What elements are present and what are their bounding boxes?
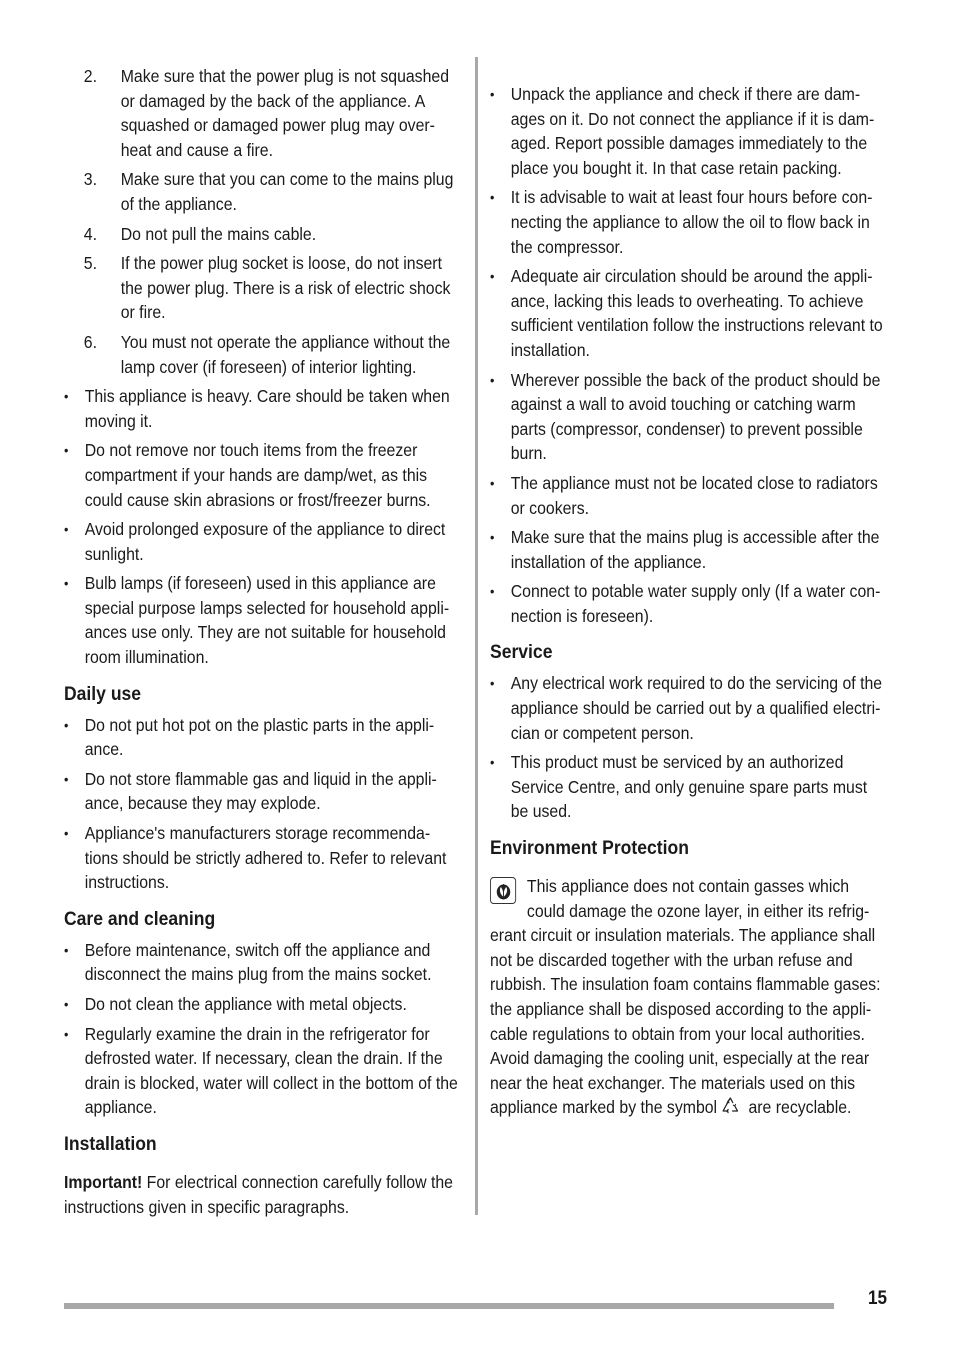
list-item: • Do not remove nor touch items from the freezer compartment if your hands are damp/wet, as this could cause skin abrasions or frost/freezer burns. xyxy=(64,438,462,512)
list-item: • The appliance must not be located close to radiators or cookers. xyxy=(490,471,888,520)
service-heading: Service xyxy=(490,641,553,664)
list-item: • Regularly examine the drain in the refrigerator for defrosted water. If necessary, clean the drain. If the drain is blocked, water will collect in the bottom of the appliance. xyxy=(64,1022,462,1120)
care-cleaning-list xyxy=(64,938,462,1120)
list-item: • Make sure that the mains plug is accessible after the installation of the appliance. xyxy=(490,525,888,574)
list-item: • Appliance's manufacturers storage recommenda-tions should be strictly adhered to. Refer to relevant instructions. xyxy=(64,821,462,895)
right-column xyxy=(490,82,888,1124)
list-item: • This product must be serviced by an authorized Service Centre, and only genuine spare parts must be used. xyxy=(490,750,888,824)
list-item xyxy=(64,251,462,325)
item-text: Make sure that the power plug is not squashed or damaged by the back of the appliance. A squashed or damaged power plug may over-heat and cause a fire. xyxy=(120,66,450,160)
important-text: For electrical connection carefully follow the instructions given in specific paragraphs. xyxy=(64,1171,453,1217)
environment-text xyxy=(490,874,888,1124)
item-text: Make sure that you can come to the mains plug of the appliance. xyxy=(120,169,454,214)
bullet-list xyxy=(64,384,462,670)
list-item xyxy=(64,330,462,379)
list-item: • Do not clean the appliance with metal objects. xyxy=(64,992,462,1017)
recycle-icon xyxy=(721,1095,741,1124)
installation-heading: Installation xyxy=(64,1132,157,1155)
environment-body: This appliance does not contain gasses which could damage the ozone layer, in either its refrig-erant circuit or insulation materials. The appliance shall not be discarded together with the urban refuse and rubbish. The insulation foam contains flammable gases: the appliance shall be disposed according to the appli-cable regulations to obtain from your local authorities. Avoid damaging the cooling unit, especially at the rear near the heat exchanger. The materials used on this appliance marked by the symbol xyxy=(490,876,881,1118)
numbered-list xyxy=(64,64,462,379)
item-number: 4. xyxy=(83,223,98,244)
list-item: • Avoid prolonged exposure of the appliance to direct sunlight. xyxy=(64,517,462,566)
list-item: • Unpack the appliance and check if there are dam-ages on it. Do not connect the appliance if it is dam-aged. Report possible damages immediately to the place you bought it. In that case retain packing. xyxy=(490,82,888,180)
item-number: 2. xyxy=(83,66,98,86)
list-item: • It is advisable to wait at least four hours before con-necting the appliance to allow the oil to flow back in the compressor. xyxy=(490,185,888,259)
daily-use-heading: Daily use xyxy=(64,682,142,705)
list-item: • Bulb lamps (if foreseen) used in this appliance are special purpose lamps selected for household appli-ances use only. They are not suitable for household room illumination. xyxy=(64,571,462,669)
item-text: If the power plug socket is loose, do not insert the power plug. There is a risk of electric shock or fire. xyxy=(120,253,451,323)
list-item: • This appliance is heavy. Care should be taken when moving it. xyxy=(64,384,462,433)
environment-icon xyxy=(490,877,516,904)
service-list xyxy=(490,671,888,824)
list-item: • Wherever possible the back of the product should be against a wall to avoid touching or catching warm parts (compressor, condenser) to prevent possible burn. xyxy=(490,368,888,466)
important-label: Important! xyxy=(64,1171,143,1192)
daily-use-list xyxy=(64,713,462,895)
care-cleaning-heading: Care and cleaning xyxy=(64,907,216,930)
item-number: 6. xyxy=(83,331,98,352)
item-number: 3. xyxy=(83,169,98,190)
installation-note xyxy=(64,1170,462,1219)
bullet-list xyxy=(490,82,888,628)
item-number: 5. xyxy=(83,253,98,274)
item-text: You must not operate the appliance without the lamp cover (if foreseen) of interior lighting. xyxy=(120,331,451,377)
list-item: • Do not store flammable gas and liquid in the appli-ance, because they may explode. xyxy=(64,767,462,816)
list-item: • Any electrical work required to do the servicing of the appliance should be carried out by a qualified electri-cian or competent person. xyxy=(490,671,888,745)
left-column xyxy=(64,64,462,1219)
list-item: • Before maintenance, switch off the appliance and disconnect the mains plug from the mains socket. xyxy=(64,938,462,987)
environment-heading: Environment Protection xyxy=(490,837,689,860)
list-item: • Do not put hot pot on the plastic parts in the appli-ance. xyxy=(64,713,462,762)
column-divider xyxy=(475,57,478,1215)
list-item xyxy=(64,64,462,162)
item-text: Do not pull the mains cable. xyxy=(120,223,317,244)
list-item: • Adequate air circulation should be around the appli-ance, lacking this leads to overheating. To achieve sufficient ventilation follow the instructions relevant to installation. xyxy=(490,264,888,362)
list-item xyxy=(64,222,462,247)
environment-body-end: are recyclable. xyxy=(744,1097,852,1118)
footer-rule xyxy=(64,1303,834,1309)
list-item: • Connect to potable water supply only (If a water con-nection is foreseen). xyxy=(490,579,888,628)
page-number: 15 xyxy=(868,1288,888,1309)
list-item xyxy=(64,167,462,216)
